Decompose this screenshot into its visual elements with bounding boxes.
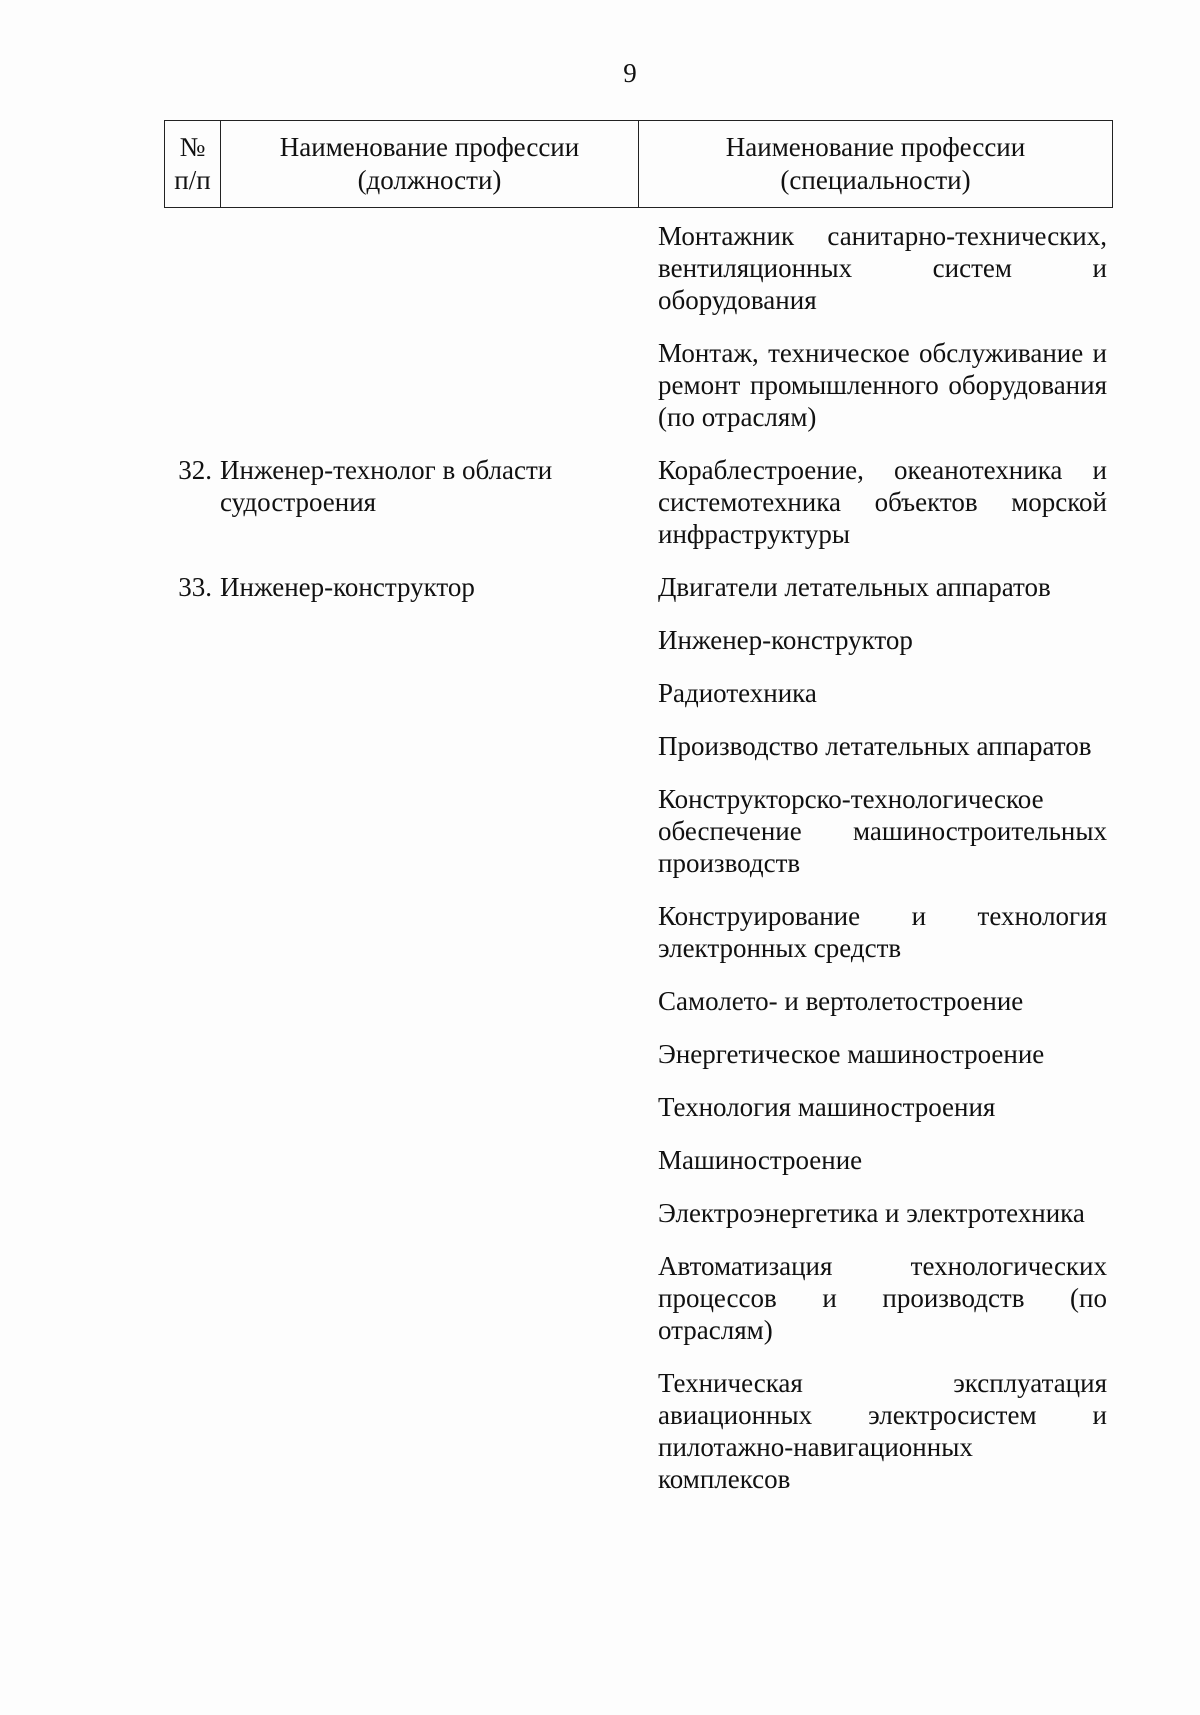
specialty-item: Электроэнергетика и электротехника [658, 1198, 1085, 1228]
table-row [164, 220, 1113, 433]
row-number: 32. [178, 455, 212, 485]
header-specialty-cell [639, 121, 1112, 207]
specialty-item: Технология машиностроения [658, 1092, 996, 1122]
header-position-label: Наименование профессии (должности) [279, 132, 580, 195]
specialty-cell [638, 220, 1113, 433]
table-row [164, 571, 1113, 1495]
position-cell [164, 571, 638, 603]
position-name: Инженер-технолог в области судостроения [220, 455, 553, 517]
specialty-item: Конструирование и технология электронных средств [658, 901, 1107, 963]
specialty-item: Машиностроение [658, 1145, 863, 1175]
table-body [164, 220, 1113, 1516]
specialty-item: Конструкторско-технологическое обеспечение машиностроительных производств [658, 784, 1107, 878]
specialty-item: Инженер-конструктор [658, 625, 913, 655]
specialty-item: Энергетическое машиностроение [658, 1039, 1045, 1069]
specialty-item: Монтажник санитарно-технических, вентиляционных систем и оборудования [658, 221, 1107, 315]
table-row [164, 454, 1113, 550]
specialty-item: Монтаж, техническое обслуживание и ремонт промышленного оборудования (по отраслям) [658, 338, 1107, 432]
header-specialty-label: Наименование профессии (специальности) [725, 132, 1026, 195]
position-name: Инженер-конструктор [220, 572, 475, 602]
specialty-item: Производство летательных аппаратов [658, 731, 1092, 761]
specialty-item: Кораблестроение, океанотехника и системотехника объектов морской инфраструктуры [658, 455, 1107, 549]
row-number: 33. [178, 572, 212, 602]
position-cell [164, 454, 638, 518]
header-number-cell [165, 121, 221, 207]
page-number: 9 [623, 58, 637, 88]
table-header [164, 120, 1113, 208]
specialty-item: Автоматизация технологических процессов и производств (по отраслям) [658, 1251, 1107, 1345]
specialty-item: Техническая эксплуатация авиационных электросистем и пилотажно-навигационных комплексов [658, 1368, 1107, 1494]
specialty-cell [638, 454, 1113, 550]
header-number-label: № п/п [174, 132, 211, 195]
header-position-cell [221, 121, 639, 207]
specialty-item: Радиотехника [658, 678, 817, 708]
specialty-cell [638, 571, 1113, 1495]
specialty-item: Двигатели летательных аппаратов [658, 572, 1051, 602]
specialty-item: Самолето- и вертолетостроение [658, 986, 1024, 1016]
